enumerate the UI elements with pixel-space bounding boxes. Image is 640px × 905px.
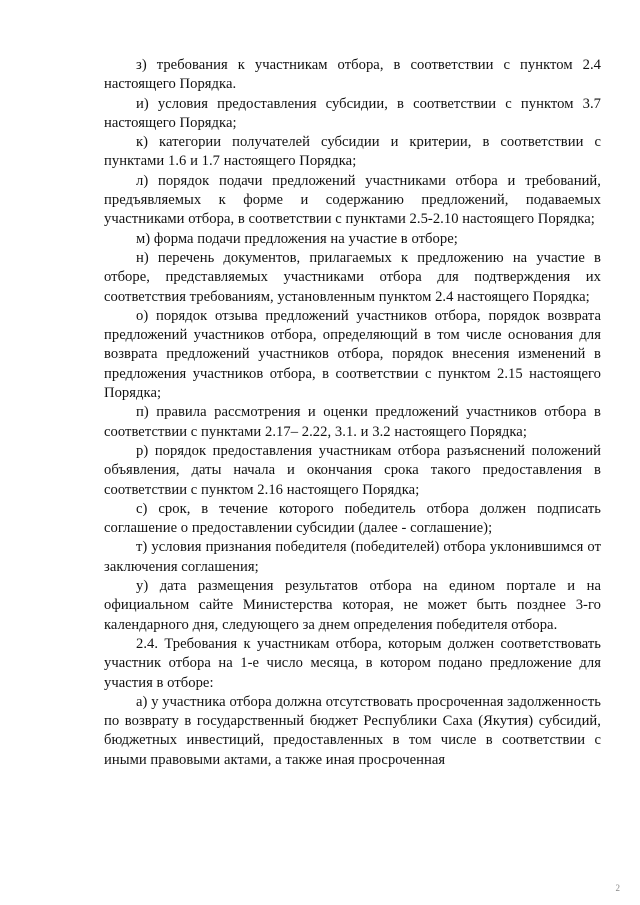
paragraph-i: и) условия предоставления субсидии, в соответствии с пунктом 3.7 настоящего Порядка; bbox=[104, 95, 601, 131]
document-page bbox=[104, 56, 601, 770]
paragraph-n: н) перечень документов, прилагаемых к предложению на участие в отборе, представляемых участниками отбора для подтверждения их соответствия требованиям, установленным пунктом 2.4 настоящего Порядка; bbox=[104, 249, 601, 305]
paragraph-p: п) правила рассмотрения и оценки предложений участников отбора в соответствии с пунктами 2.17– 2.22, 3.1. и 3.2 настоящего Порядка; bbox=[104, 404, 601, 440]
paragraph-r: р) порядок предоставления участникам отбора разъяснений положений объявления, даты начала и окончания срока такого предоставления в соответствии с пунктом 2.16 настоящего Порядка; bbox=[104, 442, 601, 498]
section-2-4-heading: 2.4. Требования к участникам отбора, которым должен соответствовать участник отбора на 1-е число месяца, в котором подано предложение для участия в отборе: bbox=[104, 635, 601, 691]
paragraph-t: т) условия признания победителя (победителей) отбора уклонившимся от заключения соглашения; bbox=[104, 539, 601, 575]
paragraph-u: у) дата размещения результатов отбора на едином портале и на официальном сайте Министерства которая, не может быть позднее 3-го календарного дня, следующего за днем определения победителя отбора. bbox=[104, 578, 601, 633]
paragraph-z: з) требования к участникам отбора, в соответствии с пунктом 2.4 настоящего Порядка. bbox=[104, 57, 601, 93]
paragraph-s: с) срок, в течение которого победитель отбора должен подписать соглашение о предоставлении субсидии (далее - соглашение); bbox=[104, 500, 601, 537]
paragraph-k: к) категории получателей субсидии и критерии, в соответствии с пунктами 1.6 и 1.7 настоящего Порядка; bbox=[104, 134, 601, 170]
paragraph-o: о) порядок отзыва предложений участников отбора, порядок возврата предложений участников отбора, определяющий в том числе основания для возврата предложений участников отбора, порядок внесения изменений в предложения участников отбора, в соответствии с пунктом 2.15 настоящего Порядка; bbox=[104, 307, 601, 402]
paragraph-m: м) форма подачи предложения на участие в отборе; bbox=[136, 230, 458, 247]
page-number-mark: 2 bbox=[615, 883, 620, 893]
paragraph-a: а) у участника отбора должна отсутствовать просроченная задолженность по возврату в государственный бюджет Республики Саха (Якутия) субсидий, бюджетных инвестиций, предоставленных в том числе в соответствии с иными правовыми актами, а также иная просроченная bbox=[104, 693, 601, 768]
paragraph-l: л) порядок подачи предложений участниками отбора и требований, предъявляемых к форме и содержанию предложений, подаваемых участниками отбора, в соответствии с пунктами 2.5-2.10 настоящего Порядка; bbox=[104, 172, 601, 228]
